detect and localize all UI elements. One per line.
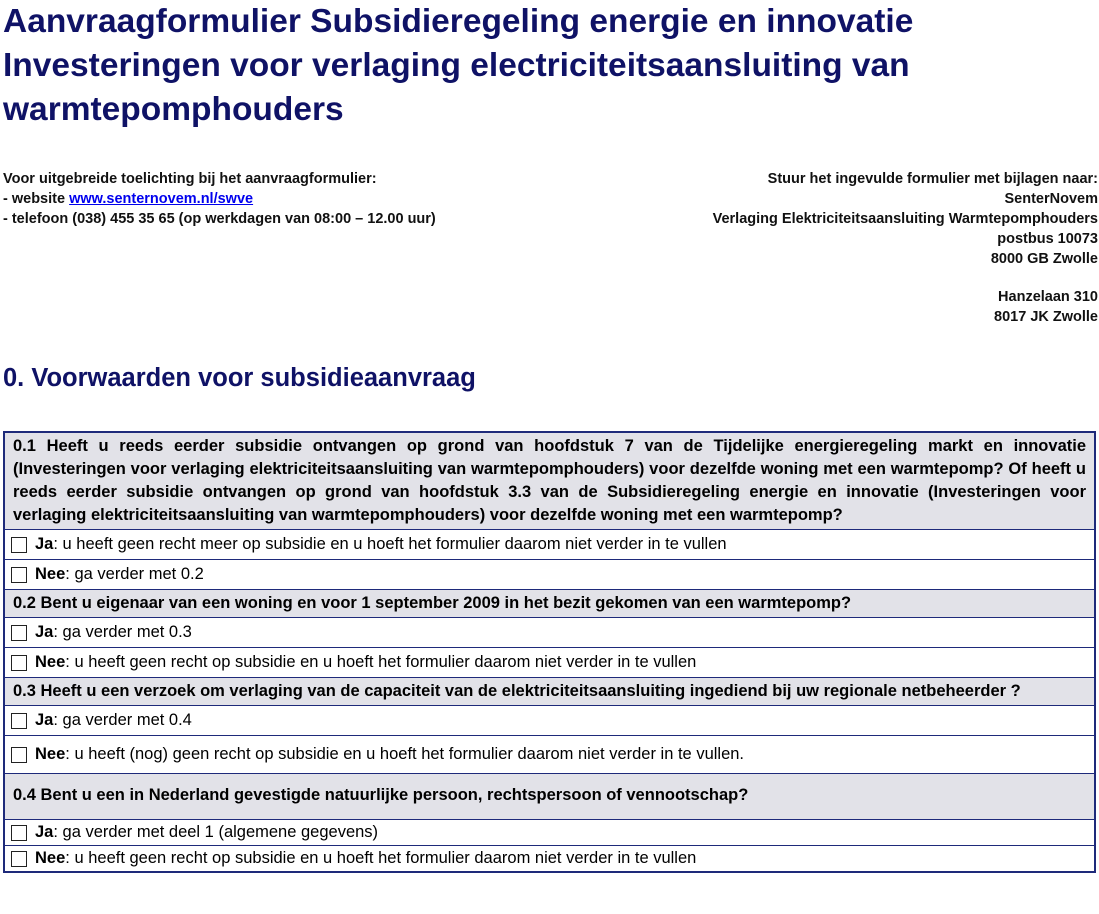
option-label: Nee xyxy=(35,653,66,671)
title-line-2: Investeringen voor verlaging electriciteitsaansluiting van xyxy=(3,47,910,84)
help-website-line xyxy=(3,189,436,209)
title-line-1: Aanvraagformulier Subsidieregeling energie en innovatie xyxy=(3,3,914,40)
city-postcode: 8017 JK Zwolle xyxy=(994,309,1098,325)
option-text: : ga verder met 0.3 xyxy=(53,623,192,641)
option-label: Nee xyxy=(35,565,66,583)
website-prefix: - website xyxy=(3,191,70,207)
title-line-3: warmtepomphouders xyxy=(3,91,344,128)
option-text: : u heeft geen recht meer op subsidie en u hoeft het formulier daarom niet verder in te vullen xyxy=(53,535,727,553)
checkbox[interactable] xyxy=(11,713,27,729)
checkbox[interactable] xyxy=(11,655,27,671)
question-0-4: 0.4 Bent u een in Nederland gevestigde natuurlijke persoon, rechtspersoon of vennootschap? xyxy=(5,774,1094,820)
option-label: Nee xyxy=(35,745,66,763)
checkbox[interactable] xyxy=(11,825,27,841)
option-0-2-nee[interactable] xyxy=(5,648,1094,678)
conditions-table xyxy=(3,431,1096,873)
help-info xyxy=(3,169,436,229)
option-label: Nee xyxy=(35,849,66,867)
option-text: : u heeft geen recht op subsidie en u hoeft het formulier daarom niet verder in te vullen xyxy=(65,849,697,867)
mailing-address xyxy=(713,169,1098,327)
postcode: 8000 GB Zwolle xyxy=(990,251,1098,267)
question-0-1: 0.1 Heeft u reeds eerder subsidie ontvangen op grond van hoofdstuk 7 van de Tijdelijke energieregeling markt en innovatie (Investeringen voor verlaging elektriciteitsaansluiting van warmtepomphouders) voor dezelfde woning met een warmtepomp? Of heeft u reeds eerder subsidie ontvangen op grond van hoofdstuk 3.3 van de Subsidieregeling energie en innovatie (Investeringen voor verlaging elektriciteitsaansluiting van warmtepomphouders) voor dezelfde woning met een warmtepomp? xyxy=(5,433,1094,530)
option-label: Ja xyxy=(35,711,54,729)
question-0-2: 0.2 Bent u eigenaar van een woning en voor 1 september 2009 in het bezit gekomen van een warmtepomp? xyxy=(5,590,1094,618)
send-to-label: Stuur het ingevulde formulier met bijlagen naar: xyxy=(767,171,1098,187)
option-text: : ga verder met 0.2 xyxy=(65,565,204,583)
option-0-3-ja[interactable] xyxy=(5,706,1094,736)
checkbox[interactable] xyxy=(11,851,27,867)
org-name: SenterNovem xyxy=(1004,191,1098,207)
option-0-1-nee[interactable] xyxy=(5,560,1094,590)
option-text: : ga verder met 0.4 xyxy=(53,711,192,729)
option-text: : u heeft (nog) geen recht op subsidie en u hoeft het formulier daarom niet verder in te vullen. xyxy=(65,745,745,763)
form-title xyxy=(3,0,1099,132)
option-0-4-nee[interactable] xyxy=(5,846,1094,871)
help-phone: - telefoon (038) 455 35 65 (op werkdagen van 08:00 – 12.00 uur) xyxy=(3,211,436,227)
checkbox[interactable] xyxy=(11,537,27,553)
department: Verlaging Elektriciteitsaansluiting Warmtepomphouders xyxy=(712,211,1098,227)
option-text: : ga verder met deel 1 (algemene gegevens) xyxy=(53,823,379,841)
option-0-4-ja[interactable] xyxy=(5,820,1094,846)
option-text: : u heeft geen recht op subsidie en u hoeft het formulier daarom niet verder in te vullen xyxy=(65,653,697,671)
option-0-1-ja[interactable] xyxy=(5,530,1094,560)
checkbox[interactable] xyxy=(11,747,27,763)
option-0-3-nee[interactable] xyxy=(5,736,1094,774)
option-label: Ja xyxy=(35,535,54,553)
question-0-3: 0.3 Heeft u een verzoek om verlaging van de capaciteit van de elektriciteitsaansluiting ingediend bij uw regionale netbeheerder ? xyxy=(5,678,1094,706)
checkbox[interactable] xyxy=(11,567,27,583)
street-address: Hanzelaan 310 xyxy=(998,289,1098,305)
help-intro: Voor uitgebreide toelichting bij het aanvraagformulier: xyxy=(3,171,377,187)
website-link[interactable]: www.senternovem.nl/swve xyxy=(69,191,254,207)
option-label: Ja xyxy=(35,823,54,841)
section-title: 0. Voorwaarden voor subsidieaanvraag xyxy=(3,364,476,392)
option-label: Ja xyxy=(35,623,54,641)
option-0-2-ja[interactable] xyxy=(5,618,1094,648)
postbus: postbus 10073 xyxy=(997,231,1098,247)
checkbox[interactable] xyxy=(11,625,27,641)
